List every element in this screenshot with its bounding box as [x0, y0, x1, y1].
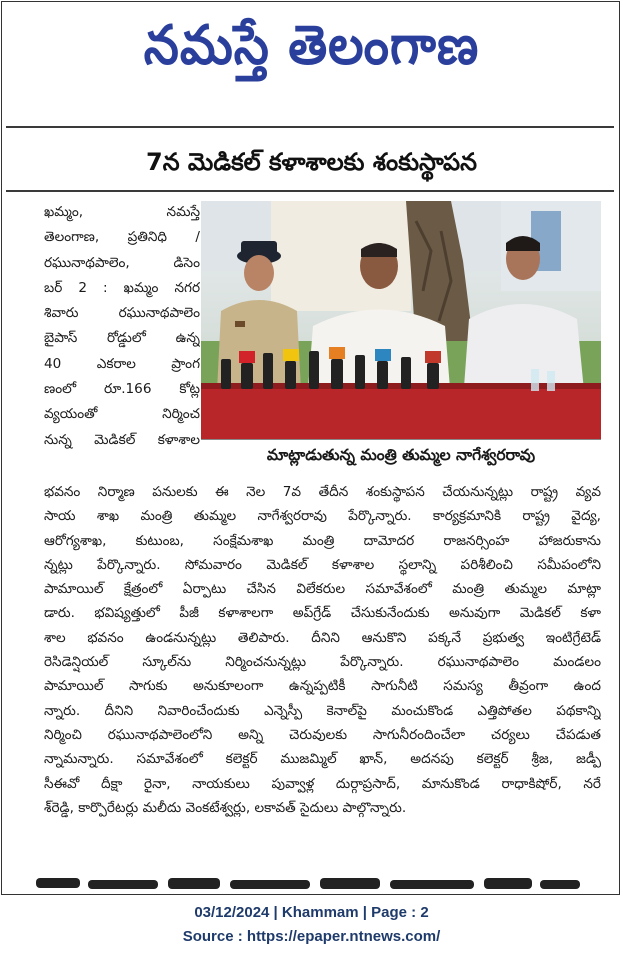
body-line: భవనం నిర్మాణ పనులకు ఈ నెల 7వ తేదీన శంకుస్థాపన చేయనున్నట్లు రాష్ట్ర వ్యవ: [44, 484, 601, 500]
body-line: న్నారు. దీనిని నివారించేందుకు ఎన్నెస్పీ కెనాల్‌పై మంచుకొండ ఎత్తిపోతల పథకాన్ని: [44, 702, 601, 719]
body-line: ఆరోగ్యశాఖ, కుటుంబ, సంక్షేమశాఖ మంత్రి దామోదర రాజనర్సింహ హాజరుకాను: [44, 532, 601, 549]
lead-line: వ్యయంతో నిర్మించ: [44, 406, 200, 423]
photo-caption: మాట్లాడుతున్న మంత్రి తుమ్మల నాగేశ్వరరావు: [201, 439, 601, 470]
headline-top-rule: [6, 126, 614, 128]
lead-line: నున్న మెడికల్ కళాశాల: [44, 431, 200, 448]
cropped-text-fragment: [30, 876, 590, 894]
lead-line: బర్ 2 : ఖమ్మం నగర: [44, 279, 200, 296]
body-line: పామాయిల్ క్షేత్రంలో ఏర్పాటు చేసిన విలేకరుల సమావేశంలో మంత్రి తుమ్మల మాట్లా: [44, 581, 601, 598]
body-line: న్నట్లు పేర్కొన్నారు. సోమవారం మెడికల్ కళాశాల స్థలాన్ని పరిశీలించి సమీపంలోని: [44, 556, 601, 573]
body-line: డారు. భవిష్యత్తులో పీజీ కళాశాలగా అప్‌గ్రేడ్ చేసుకునేందుకు అనువుగా మెడికల్ కళా: [44, 605, 601, 622]
article-headline: 7న మెడికల్ కళాశాలకు శంకుస్థాపన: [146, 148, 477, 176]
newspaper-masthead: నమస్తే తెలంగాణ: [143, 13, 480, 77]
headline-bottom-rule: [6, 190, 614, 192]
lead-line: బైపాస్ రోడ్డులో ఉన్న: [44, 330, 200, 347]
article-lead-column: [44, 200, 200, 453]
lead-line: రఘునాథపాలెం, డిసెం: [44, 254, 200, 271]
body-line: రెసిడెన్షియల్ స్కూల్‌ను నిర్మించనున్నట్లు పేర్కొన్నారు. రఘునాథపాలెం మండలం: [44, 654, 601, 671]
press-meet-photo: [201, 201, 601, 439]
body-line: శాల భవనం ఉండనున్నట్లు తెలిపారు. దీనిని ఆనుకొని పక్కనే ప్రభుత్వ ఇంటిగ్రేటెడ్: [44, 629, 601, 646]
lead-line: శివారు రఘునాథపాలెం: [44, 305, 200, 322]
lead-line: తెలంగాణ, ప్రతినిధి /: [44, 229, 200, 246]
body-line: నిర్మించి రఘునాథపాలెంలోని అన్ని చెరువులకు సాగునీరందించేలా చర్యలు చేపడుత: [44, 726, 601, 743]
body-line: శ్‌రెడ్డి, కార్పొరేటర్లు మలీదు వెంకటేశ్వర్లు, లకావత్ సైదులు పాల్గొన్నారు.: [44, 799, 407, 816]
footer-date-edition: 03/12/2024 | Khammam | Page : 2: [194, 904, 429, 921]
body-line: సీఈవో దీక్షా రైనా, నాయకులు పువ్వాళ్ల దుర్గాప్రసాద్, మానుకొండ రాధాకిషోర్, నరే: [44, 775, 601, 792]
article-body: [44, 480, 601, 820]
lead-line: 40 ఎకరాల ప్రాంగ: [44, 355, 200, 372]
body-line: పామాయిల్ సాగుకు అనుకూలంగా ఉన్నప్పటికీ సాగునీటి సమస్య తీవ్రంగా ఉంద: [44, 678, 601, 695]
footer-source: Source : https://epaper.ntnews.com/: [182, 928, 441, 945]
body-line: న్నామన్నారు. సమావేశంలో కలెక్టర్ ముజమ్మిల్ ఖాన్, అదనపు కలెక్టర్ శ్రీజ, జడ్పీ: [44, 751, 601, 768]
lead-line: ణంలో రూ.166 కోట్ల: [44, 381, 200, 398]
photo-illustration: [201, 201, 601, 439]
lead-line: ఖమ్మం, నమస్తే: [44, 204, 200, 220]
cut-off-next-headline: [30, 876, 590, 894]
body-line: సాయ శాఖ మంత్రి తుమ్మల నాగేశ్వరరావు పేర్కొన్నారు. కార్యక్రమానికి రాష్ట్ర వైద్య,: [44, 508, 601, 525]
